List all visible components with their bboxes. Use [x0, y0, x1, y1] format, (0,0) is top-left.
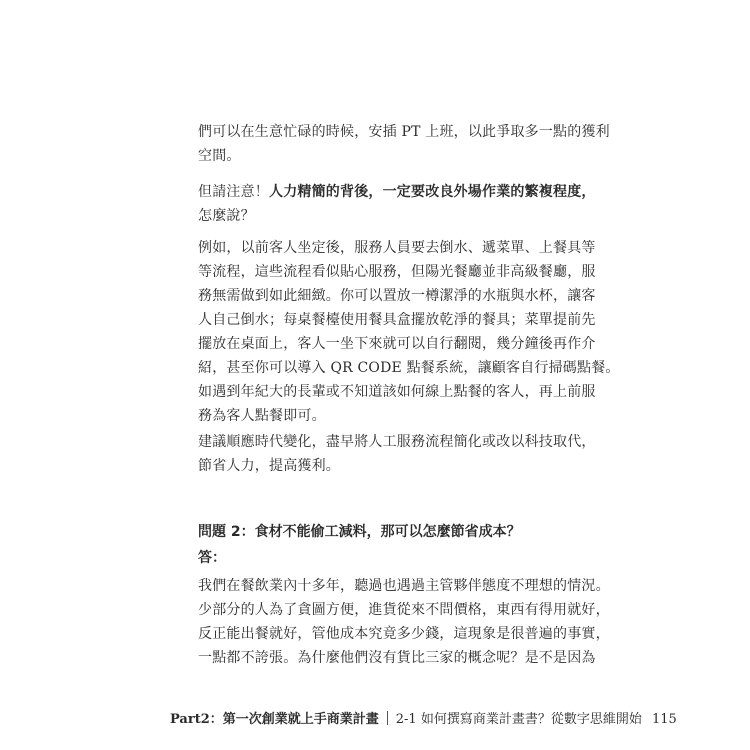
paragraph-line: 空間。 [198, 148, 241, 164]
paragraph-line: 反正能出餐就好，管他成本究竟多少錢，這現象是很普遍的事實， [198, 626, 610, 642]
paragraph-2 [198, 180, 596, 228]
paragraph-4 [198, 430, 596, 478]
paragraph-line: 怎麼說？ [198, 208, 255, 224]
footer-section-title: 2-1 如何撰寫商業計畫書？從數字思維開始 [395, 712, 642, 727]
paragraph-line: 務無需做到如此細緻。你可以置放一樽潔淨的水瓶與水杯，讓客 [198, 288, 596, 304]
page-footer [170, 711, 677, 729]
footer-divider [387, 711, 388, 725]
paragraph-line: 節省人力，提高獲利。 [198, 458, 340, 474]
paragraph-lead: 但請注意！ [198, 184, 269, 200]
paragraph-line: 等流程，這些流程看似貼心服務，但陽光餐廳並非高級餐廳，服 [198, 264, 596, 280]
footer-part-title: Part2：第一次創業就上手商業計畫 [170, 712, 379, 727]
paragraph-line: 如遇到年紀大的長輩或不知道該如何線上點餐的客人，再上前服 [198, 384, 596, 400]
paragraph-line: 例如，以前客人坐定後，服務人員要去倒水、遞菜單、上餐具等 [198, 240, 596, 256]
paragraph-line: 少部分的人為了貪圖方便，進貨從來不問價格，東西有得用就好， [198, 602, 610, 618]
paragraph-line: 們可以在生意忙碌的時候，安插 PT 上班，以此爭取多一點的獲利 [198, 124, 610, 140]
paragraph-1 [198, 120, 610, 168]
emphasis-text: 人力精簡的背後，一定要改良外場作業的繁複程度， [269, 184, 596, 200]
paragraph-3 [198, 236, 620, 428]
answer-label: 答： [198, 550, 226, 566]
page-number: 115 [651, 712, 677, 727]
paragraph-line: 擺放在桌面上，客人一坐下來就可以自行翻閱，幾分鐘後再作介 [198, 336, 596, 352]
paragraph-line: 紹，甚至你可以導入 QR CODE 點餐系統，讓顧客自行掃碼點餐。 [198, 360, 620, 376]
answer-paragraph [198, 574, 610, 670]
paragraph-line: 建議順應時代變化，盡早將人工服務流程簡化或改以科技取代， [198, 434, 596, 450]
paragraph-line: 人自己倒水；每桌餐檯使用餐具盒擺放乾淨的餐具；菜單提前先 [198, 312, 596, 328]
paragraph-line: 我們在餐飲業內十多年，聽過也遇過主管夥伴態度不理想的情況。 [198, 578, 610, 594]
paragraph-line: 務為客人點餐即可。 [198, 408, 326, 424]
paragraph-line: 一點都不誇張。為什麼他們沒有貨比三家的概念呢？是不是因為 [198, 650, 596, 666]
question-heading: 問題 2：食材不能偷工減料，那可以怎麼節省成本？ [198, 524, 521, 540]
